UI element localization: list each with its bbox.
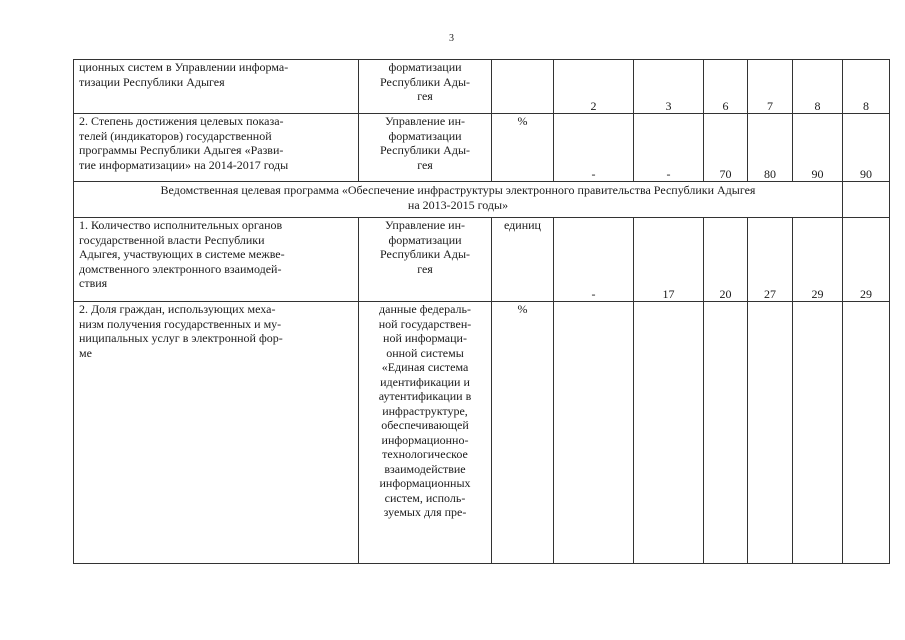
value-cell: 7	[748, 60, 793, 114]
table-row	[74, 60, 890, 114]
value-cell: 27	[748, 218, 793, 302]
value-cell: 17	[634, 218, 704, 302]
value-cell	[704, 302, 748, 564]
page-number: 3	[449, 33, 454, 44]
indicators-table	[73, 59, 890, 564]
value-cell: 80	[748, 114, 793, 182]
section-row	[74, 182, 890, 218]
section-title: Ведомственная целевая программа «Обеспечение инфраструктуры электронного правительства Республики Адыгея на 2013-2015 годы»	[74, 182, 843, 218]
data-source: форматизации Республики Ады- гея	[359, 60, 492, 114]
value-cell: 8	[843, 60, 890, 114]
value-cell: -	[554, 218, 634, 302]
value-cell	[554, 302, 634, 564]
table-row	[74, 218, 890, 302]
table-body	[74, 60, 890, 564]
value-cell	[843, 302, 890, 564]
indicator-name: ционных систем в Управлении информа- тизации Республики Адыгея	[74, 60, 359, 114]
value-cell	[748, 302, 793, 564]
value-cell: 29	[843, 218, 890, 302]
value-cell: 6	[704, 60, 748, 114]
unit-cell: единиц	[492, 218, 554, 302]
value-cell: 20	[704, 218, 748, 302]
indicator-name: 2. Доля граждан, использующих меха- низм получения государственных и му- ниципальных услуг в электронной фор- ме	[74, 302, 359, 564]
indicator-name: 2. Степень достижения целевых показа- телей (индикаторов) государственной программы Республики Адыгея «Разви- тие информатизации» на 2014-2017 годы	[74, 114, 359, 182]
indicator-name: 1. Количество исполнительных органов государственной власти Республики Адыгея, участвующих в системе межве- домственного электронного взаимодей- ствия	[74, 218, 359, 302]
unit-cell	[492, 60, 554, 114]
unit-cell: %	[492, 114, 554, 182]
value-cell: 29	[793, 218, 843, 302]
data-source: данные федераль- ной государствен- ной информаци- онной системы «Единая система идентификации и аутентификации в инфраструктуре, обеспечивающей информационно- технологическое взаимодействие информационных систем, исполь- зуемых для пре-	[359, 302, 492, 564]
table-row	[74, 114, 890, 182]
value-cell	[793, 302, 843, 564]
value-cell: 90	[843, 114, 890, 182]
value-cell: -	[634, 114, 704, 182]
value-cell: 8	[793, 60, 843, 114]
value-cell: 2	[554, 60, 634, 114]
value-cell: -	[554, 114, 634, 182]
data-source: Управление ин- форматизации Республики Ады- гея	[359, 114, 492, 182]
empty-cell	[843, 182, 890, 218]
value-cell: 70	[704, 114, 748, 182]
value-cell	[634, 302, 704, 564]
table-row	[74, 302, 890, 564]
value-cell: 3	[634, 60, 704, 114]
unit-cell: %	[492, 302, 554, 564]
data-source: Управление ин- форматизации Республики Ады- гея	[359, 218, 492, 302]
value-cell: 90	[793, 114, 843, 182]
